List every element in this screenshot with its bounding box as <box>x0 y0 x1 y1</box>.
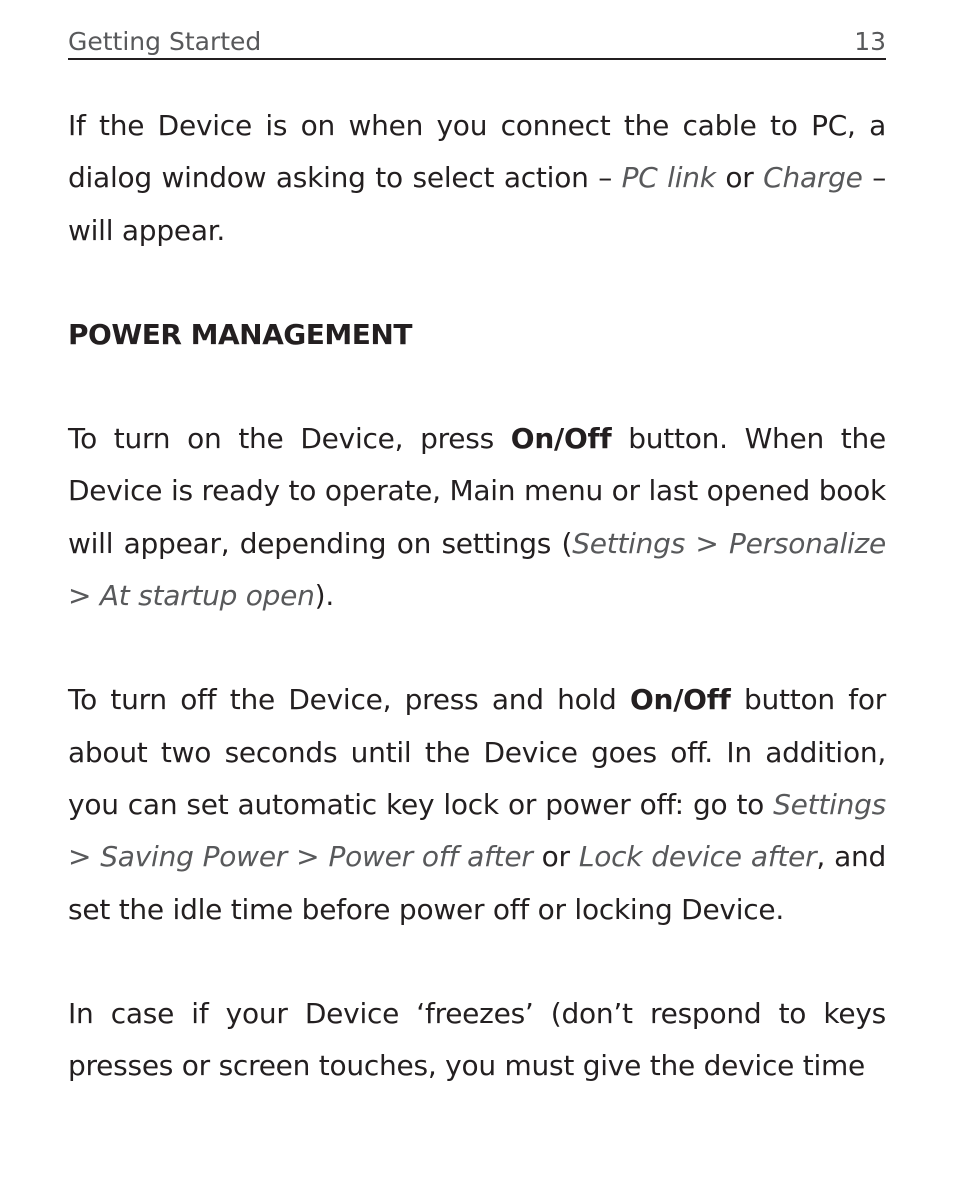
text-run: To turn off the Device, press and hold <box>68 683 630 717</box>
paragraph-turn-off <box>68 674 886 935</box>
text-run: , and set the idle time before power off or locking Device. <box>68 840 886 926</box>
text-run: In case if your Device ‘freezes’ (don’t respond to keys presses or screen touches, you must give the device time <box>68 996 886 1083</box>
text-run: button. When the Device is ready to operate, Main menu or last opened book will appear, depending on settings ( <box>68 422 887 560</box>
paragraph-pc-connection <box>68 100 886 257</box>
charge-option: Charge <box>763 161 863 195</box>
text-run: If the Device is on when you connect the cable to PC, a dialog window asking to select action – <box>68 109 886 195</box>
lock-device-option: Lock device after <box>578 840 817 874</box>
paragraph-device-freezes <box>68 988 886 1093</box>
text-run: or <box>532 840 579 874</box>
header-page-number: 13 <box>854 27 886 56</box>
page-header <box>68 26 886 60</box>
header-section-title: Getting Started <box>68 27 262 56</box>
text-run: or <box>715 161 764 195</box>
section-heading-power-management: POWER MANAGEMENT <box>68 317 412 351</box>
on-off-button-reference: On/Off <box>629 683 731 717</box>
page-content <box>68 100 886 1092</box>
text-run: ). <box>314 579 334 613</box>
settings-path-startup: Settings > Personalize > At startup open <box>68 526 886 613</box>
text-run: To turn on the Device, press <box>68 422 511 456</box>
pc-link-option: PC link <box>621 161 716 195</box>
settings-path-power-off: Settings > Saving Power > Power off after <box>68 787 886 874</box>
text-run: – will appear. <box>68 161 886 247</box>
on-off-button-reference: On/Off <box>510 422 612 456</box>
paragraph-turn-on <box>68 413 886 622</box>
text-run: button for about two seconds until the Device goes off. In addition, you can set automatic key lock or power off: go to <box>68 683 886 821</box>
